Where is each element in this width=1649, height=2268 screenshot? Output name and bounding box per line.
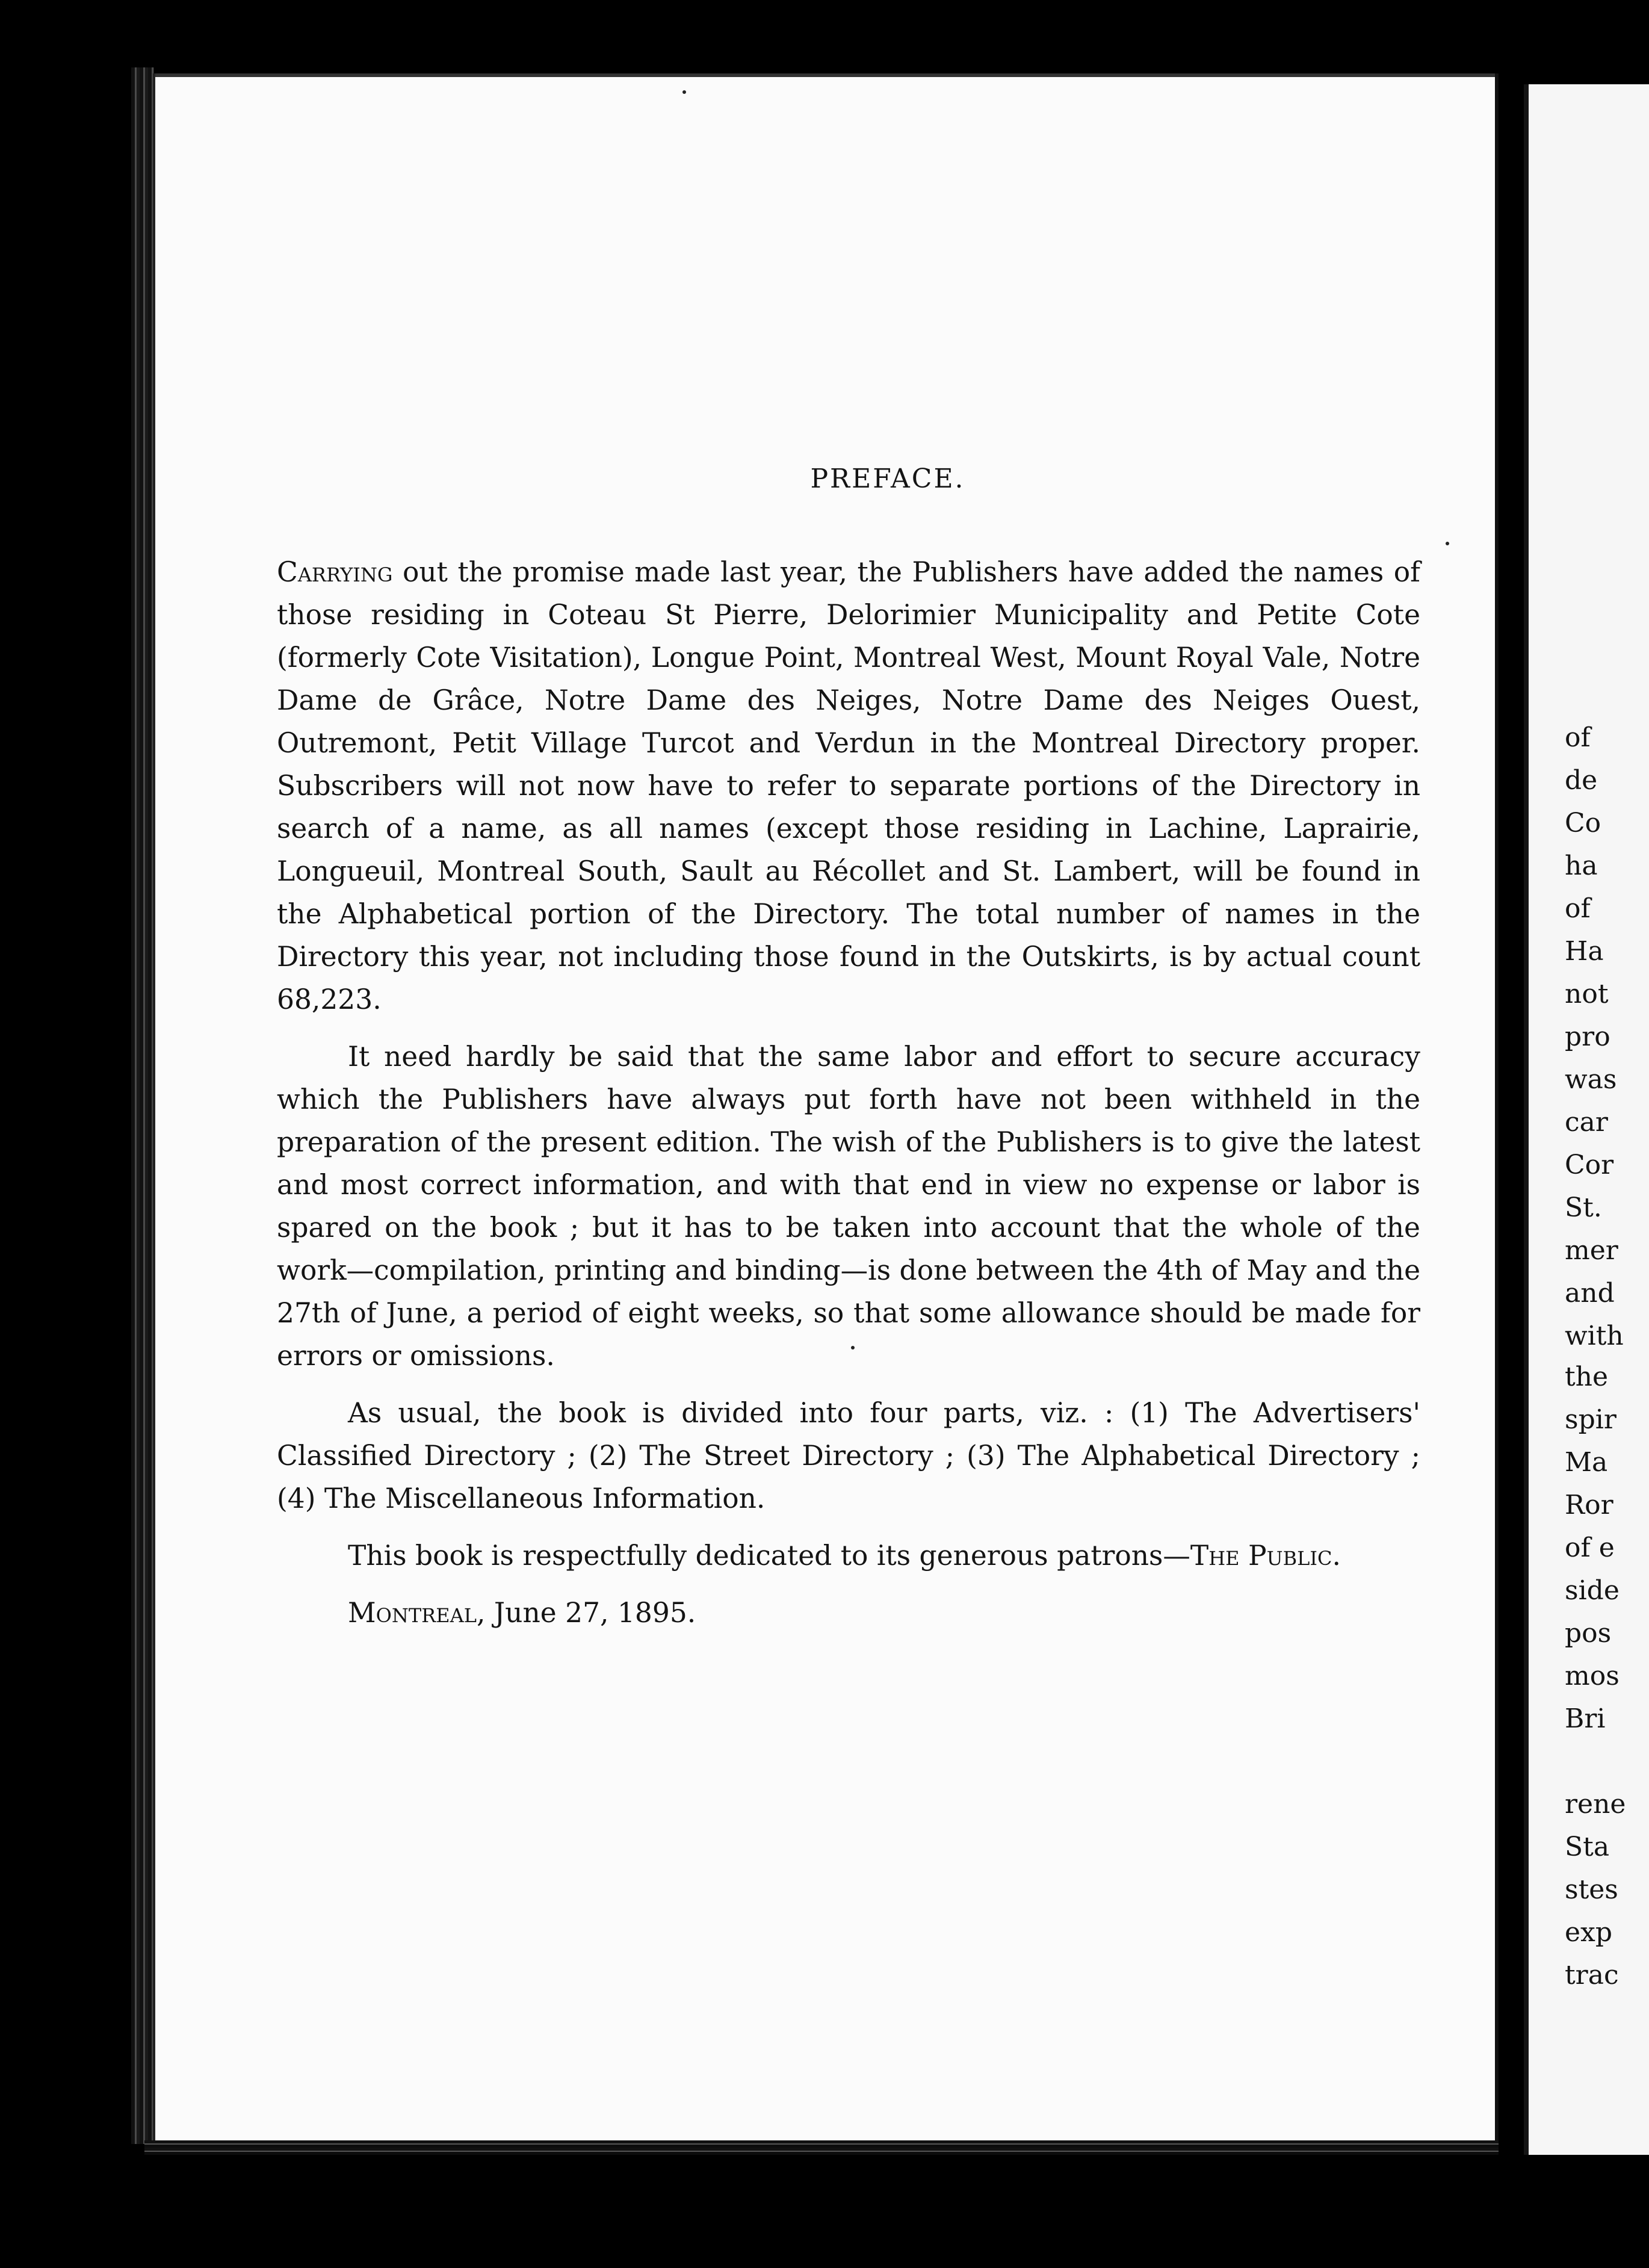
- imprint-date: June 27, 1895.: [485, 1597, 696, 1629]
- adjacent-page-fragment: spir: [1565, 1404, 1617, 1435]
- scan-bottom-edge: [144, 2140, 1499, 2155]
- adjacent-page-fragment: mer: [1565, 1235, 1618, 1266]
- adjacent-page-fragment: St.: [1565, 1192, 1602, 1223]
- imprint-place: Montreal,: [348, 1597, 486, 1629]
- adjacent-page-fragment: the: [1565, 1362, 1609, 1392]
- adjacent-page-fragment: rene: [1565, 1789, 1626, 1820]
- adjacent-page-fragment: side: [1565, 1575, 1620, 1606]
- paragraph-lead-word: Carrying: [277, 556, 393, 588]
- adjacent-page-fragment: ha: [1565, 850, 1598, 881]
- adjacent-page-fragment: Sta: [1565, 1832, 1610, 1862]
- paragraph-1: [277, 551, 1420, 1021]
- adjacent-page-strip: [1524, 84, 1649, 2155]
- adjacent-page-fragment: trac: [1565, 1960, 1619, 1991]
- dedication: [277, 1534, 1420, 1577]
- adjacent-page-fragment: with: [1565, 1321, 1624, 1351]
- adjacent-page-fragment: mos: [1565, 1661, 1620, 1691]
- page-title: PREFACE.: [810, 463, 965, 494]
- paragraph-3: As usual, the book is divided into four parts, viz. : (1) The Advertisers' Classified Directory ; (2) The Street Directory ; (3) The Alphabetical Directory ; (4) The Miscellaneous Information.: [277, 1397, 1420, 1514]
- adjacent-page-fragment: of: [1565, 722, 1591, 753]
- adjacent-page-fragment: pos: [1565, 1618, 1612, 1649]
- adjacent-page-fragment: and: [1565, 1278, 1615, 1309]
- adjacent-page-fragment: Ha: [1565, 936, 1604, 967]
- adjacent-page-fragment: Bri: [1565, 1703, 1606, 1734]
- adjacent-page-fragment: car: [1565, 1107, 1608, 1138]
- paragraph-2: It need hardly be said that the same labor and effort to secure accuracy which the Publishers have always put forth have not been withheld in the preparation of the present edition. The wish of the Publishers is to give the latest and most correct information, and with that end in view no expense or labor is spared on the book ; but it has to be taken into account that the whole of the work—compilation, printing and binding—is done between the 4th of May and the 27th of June, a period of eight weeks, so that some allowance should be made for errors or omissions.: [277, 1041, 1420, 1372]
- adjacent-page-fragment: was: [1565, 1064, 1617, 1095]
- dedication-text: This book is respectfully dedicated to its generous patrons—: [348, 1540, 1190, 1572]
- adjacent-page-fragment: not: [1565, 979, 1609, 1009]
- adjacent-page-fragment: pro: [1565, 1021, 1610, 1052]
- speck: [682, 90, 686, 94]
- scan-binding-edge: [131, 67, 154, 2144]
- adjacent-page-fragment: de: [1565, 765, 1598, 796]
- adjacent-page-fragment: of e: [1565, 1532, 1615, 1563]
- adjacent-page-fragment: exp: [1565, 1917, 1613, 1948]
- preface-content: [277, 463, 1420, 1634]
- adjacent-page-fragment: Ror: [1565, 1490, 1613, 1520]
- adjacent-page-fragment: stes: [1565, 1874, 1618, 1905]
- imprint: [277, 1591, 1420, 1634]
- paragraph-1-text: out the promise made last year, the Publishers have added the names of those residing in Coteau St Pierre, Delorimier Municipality and Petite Cote (formerly Cote Visitation), Longue Point, Montreal West, Mount Royal Vale, Notre Dame de Grâce, Notre Dame des Neiges, Notre Dame des Neiges Ouest, Outremont, Petit Village Turcot and Verdun in the Montreal Directory proper. Subscribers will not now have to refer to separate portions of the Directory in search of a name, as all names (except those residing in Lachine, Laprairie, Longueuil, Montreal South, Sault au Récollet and St. Lambert, will be found in the Alphabetical portion of the Directory. The total number of names in the Directory this year, not including those found in the Outskirts, is by actual count 68,223.: [277, 556, 1420, 1015]
- adjacent-page-fragment: Co: [1565, 808, 1601, 838]
- adjacent-page-fragment: Ma: [1565, 1447, 1608, 1478]
- adjacent-page-fragment: Cor: [1565, 1150, 1614, 1180]
- adjacent-page-fragment: of: [1565, 893, 1591, 924]
- dedication-tail: The Public.: [1190, 1540, 1341, 1572]
- speck: [1446, 542, 1449, 545]
